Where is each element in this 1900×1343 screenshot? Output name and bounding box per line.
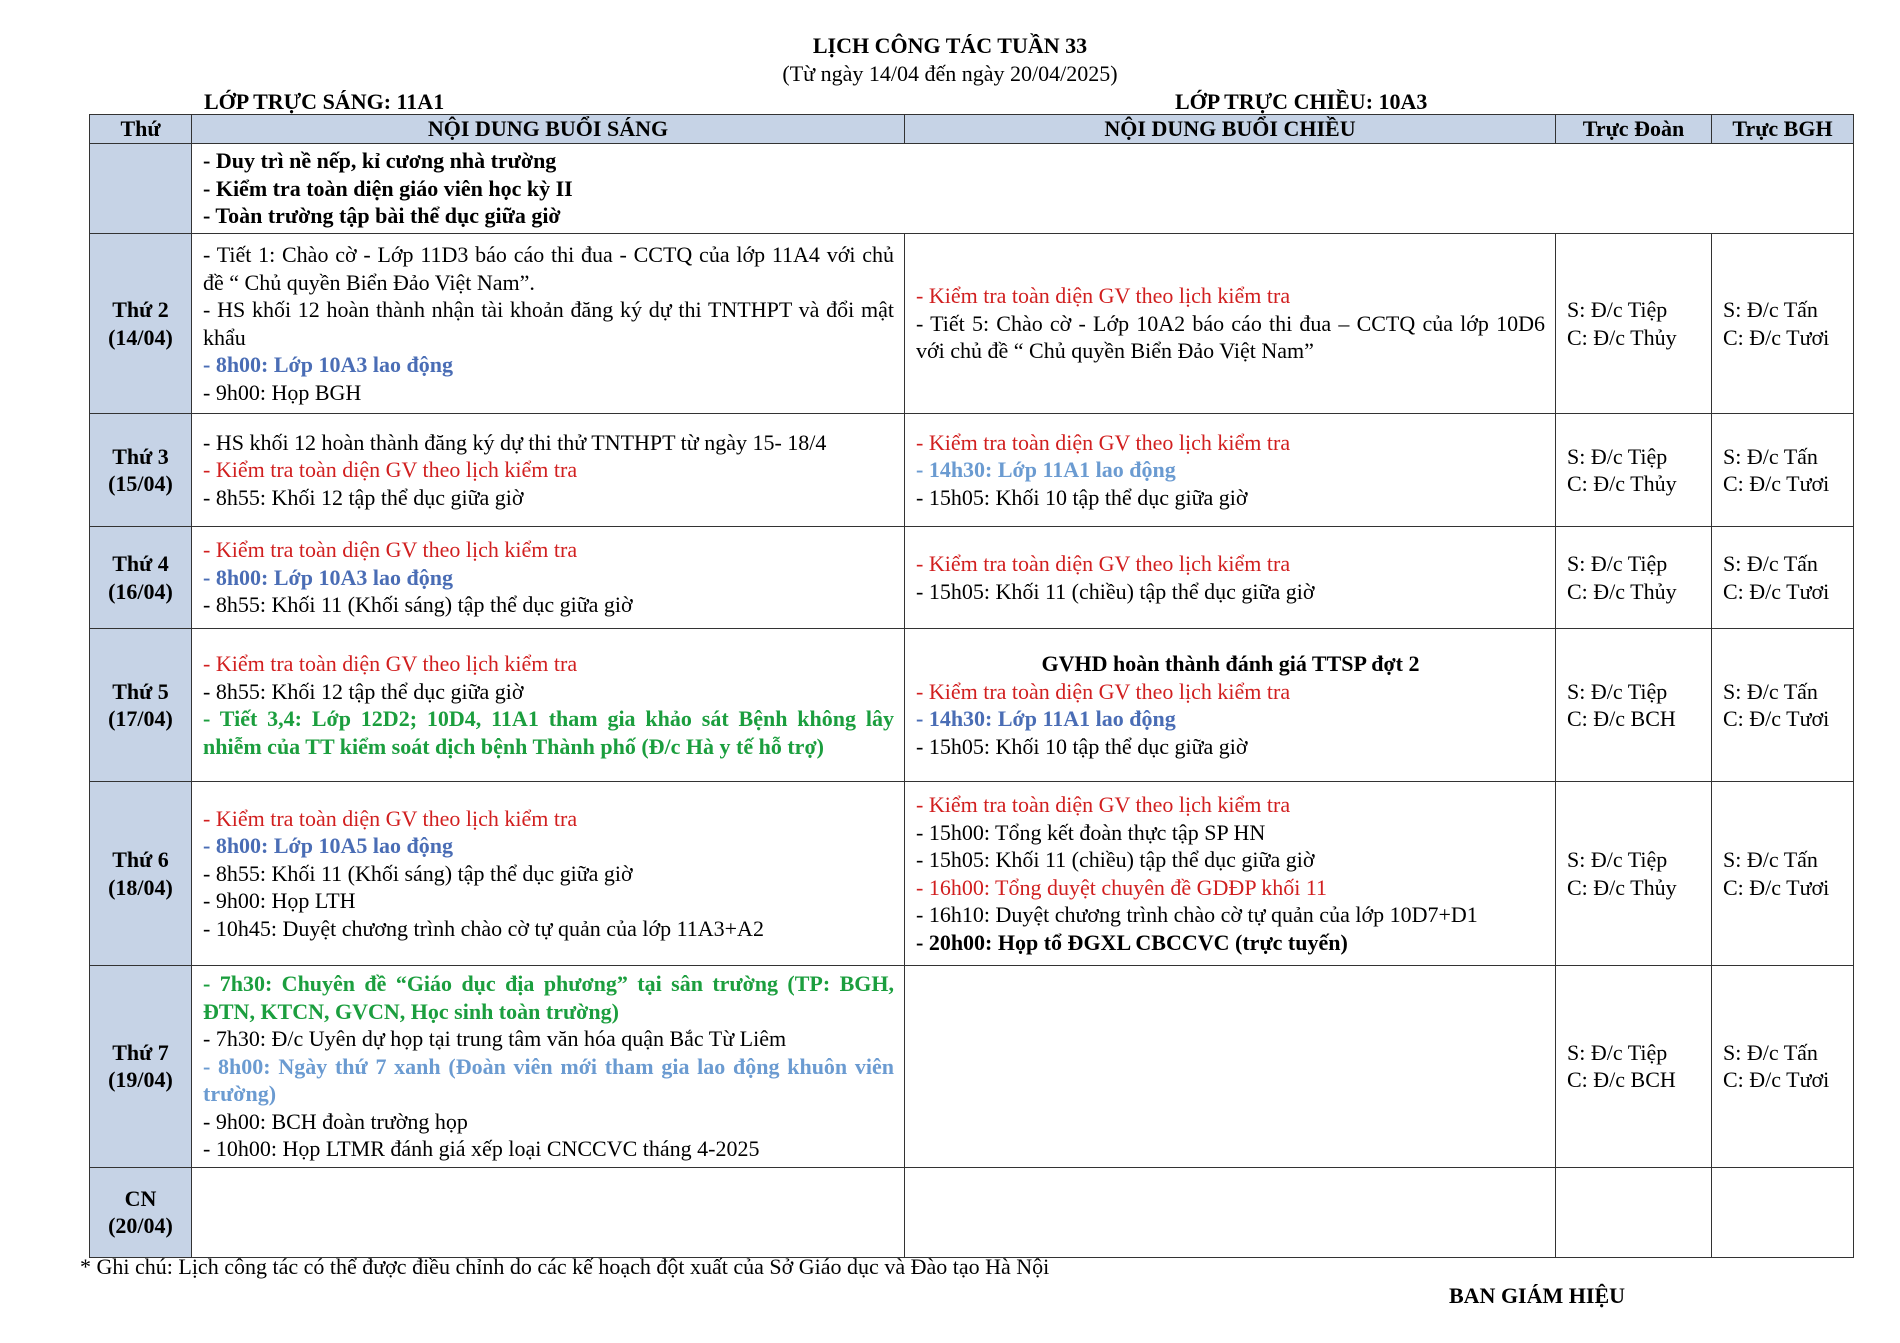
- afternoon-content: [905, 527, 1556, 629]
- day-cell: [90, 234, 192, 414]
- day-name: CN: [124, 1185, 157, 1211]
- day-name: Thứ 7: [112, 1039, 169, 1065]
- afternoon-content: [905, 234, 1556, 414]
- board-duty-name: S: Đ/c Tấn: [1723, 1039, 1818, 1065]
- day-date: (16/04): [108, 578, 173, 604]
- day-row: [90, 234, 1854, 414]
- morning-item: - 10h45: Duyệt chương trình chào cờ tự quản của lớp 11A3+A2: [203, 915, 764, 941]
- morning-item: - Tiết 3,4: Lớp 12D2; 10D4, 11A1 tham gia khảo sát Bệnh không lây nhiễm của TT kiểm soát dịch bệnh Thành phố (Đ/c Hà y tế hỗ trợ): [203, 706, 894, 759]
- union-duty-name: S: Đ/c Tiệp: [1567, 551, 1668, 576]
- board-duty-cell: [1712, 1167, 1854, 1257]
- board-duty-name: C: Đ/c Tươi: [1723, 874, 1830, 900]
- morning-item: - 9h00: Họp LTH: [203, 888, 356, 914]
- date-range: (Từ ngày 14/04 đến ngày 20/04/2025): [782, 61, 1118, 86]
- day-row: [90, 1167, 1854, 1257]
- board-duty-cell: [1712, 629, 1854, 782]
- morning-item: - 8h00: Lớp 10A3 lao động: [203, 564, 453, 590]
- union-duty-cell: [1556, 414, 1712, 527]
- day-name: Thứ 4: [112, 551, 169, 576]
- morning-content: [192, 629, 905, 782]
- afternoon-item: - Kiểm tra toàn diện GV theo lịch kiểm tra: [916, 678, 1291, 704]
- day-name: Thứ 2: [112, 297, 169, 322]
- afternoon-content: [905, 966, 1556, 1168]
- day-date: (18/04): [108, 874, 173, 900]
- header-row: [90, 115, 1854, 144]
- afternoon-item: - 15h00: Tổng kết đoàn thực tập SP HN: [916, 819, 1266, 845]
- board-duty-cell: [1712, 527, 1854, 629]
- morning-item: - 9h00: BCH đoàn trường họp: [203, 1108, 468, 1134]
- morning-content: [192, 527, 905, 629]
- afternoon-item: - Kiểm tra toàn diện GV theo lịch kiểm tra: [916, 792, 1291, 817]
- day-cell: [90, 414, 192, 527]
- morning-item: - 8h00: Lớp 10A3 lao động: [203, 352, 453, 377]
- board-duty-cell: [1712, 782, 1854, 966]
- union-duty-cell: [1556, 629, 1712, 782]
- union-duty-name: C: Đ/c Thủy: [1567, 324, 1677, 350]
- schedule-table: [89, 114, 1854, 1258]
- morning-item: - 10h00: Họp LTMR đánh giá xếp loại CNCCVC tháng 4-2025: [203, 1136, 760, 1161]
- morning-item: - 8h55: Khối 11 (Khối sáng) tập thể dục giữa giờ: [203, 592, 633, 618]
- general-day-cell: [90, 144, 192, 234]
- board-duty-name: S: Đ/c Tấn: [1723, 678, 1818, 704]
- union-duty-cell: [1556, 782, 1712, 966]
- day-row: [90, 782, 1854, 966]
- board-duty-name: C: Đ/c Tươi: [1723, 1067, 1830, 1093]
- morning-item: - 8h00: Ngày thứ 7 xanh (Đoàn viên mới tham gia lao động khuôn viên trường): [203, 1053, 894, 1106]
- morning-item: - 8h00: Lớp 10A5 lao động: [203, 833, 453, 859]
- afternoon-item: - 15h05: Khối 11 (chiều) tập thể dục giữa giờ: [916, 847, 1315, 872]
- union-duty-name: C: Đ/c Thủy: [1567, 471, 1677, 496]
- morning-content: [192, 414, 905, 527]
- afternoon-item: GVHD hoàn thành đánh giá TTSP đợt 2: [1041, 651, 1420, 676]
- afternoon-item: - 15h05: Khối 10 tập thể dục giữa giờ: [916, 733, 1248, 759]
- board-duty-name: S: Đ/c Tấn: [1723, 297, 1818, 322]
- general-row: [90, 144, 1854, 234]
- afternoon-item: - Kiểm tra toàn diện GV theo lịch kiểm tra: [916, 429, 1291, 455]
- day-row: [90, 966, 1854, 1168]
- union-duty-cell: [1556, 966, 1712, 1168]
- morning-item: - Kiểm tra toàn diện GV theo lịch kiểm tra: [203, 457, 578, 483]
- board-duty-name: S: Đ/c Tấn: [1723, 551, 1818, 576]
- afternoon-content: [905, 1167, 1556, 1257]
- day-row: [90, 527, 1854, 629]
- board-duty-name: C: Đ/c Tươi: [1723, 578, 1830, 604]
- header-afternoon: NỘI DUNG BUỔI CHIỀU: [905, 115, 1556, 144]
- board-duty-cell: [1712, 414, 1854, 527]
- day-name: Thứ 5: [112, 678, 169, 704]
- general-line: - Toàn trường tập bài thể dục giữa giờ: [203, 203, 561, 229]
- day-row: [90, 414, 1854, 527]
- board-duty-cell: [1712, 966, 1854, 1168]
- day-cell: [90, 629, 192, 782]
- morning-item: - Kiểm tra toàn diện GV theo lịch kiểm tra: [203, 805, 578, 831]
- header-union-duty: Trực Đoàn: [1556, 115, 1712, 144]
- afternoon-content: [905, 629, 1556, 782]
- afternoon-duty-class: LỚP TRỰC CHIỀU: 10A3: [1175, 89, 1428, 114]
- union-duty-name: S: Đ/c Tiệp: [1567, 443, 1668, 469]
- board-duty-name: S: Đ/c Tấn: [1723, 443, 1818, 469]
- day-name: Thứ 3: [112, 443, 169, 469]
- afternoon-content: [905, 414, 1556, 527]
- afternoon-item: - 14h30: Lớp 11A1 lao động: [916, 457, 1176, 483]
- morning-item: - HS khối 12 hoàn thành nhận tài khoản đăng ký dự thi TNTHPT và đổi mật khẩu: [203, 297, 894, 350]
- board-duty-name: C: Đ/c Tươi: [1723, 471, 1830, 496]
- afternoon-content: [905, 782, 1556, 966]
- morning-item: - 8h55: Khối 12 tập thể dục giữa giờ: [203, 484, 524, 510]
- afternoon-item: - 15h05: Khối 10 tập thể dục giữa giờ: [916, 484, 1248, 510]
- morning-item: - 7h30: Chuyên đề “Giáo dục địa phương” tại sân trường (TP: BGH, ĐTN, KTCN, GVCN, Học sinh toàn trường): [203, 971, 894, 1024]
- morning-item: - Kiểm tra toàn diện GV theo lịch kiểm tra: [203, 537, 578, 563]
- morning-item: - HS khối 12 hoàn thành đăng ký dự thi thử TNTHPT từ ngày 15- 18/4: [203, 429, 827, 455]
- morning-duty-class: LỚP TRỰC SÁNG: 11A1: [204, 89, 445, 114]
- day-cell: [90, 782, 192, 966]
- general-notes: [192, 144, 1854, 234]
- day-row: [90, 629, 1854, 782]
- morning-content: [192, 966, 905, 1168]
- morning-item: - 9h00: Họp BGH: [203, 379, 362, 405]
- morning-item: - 8h55: Khối 11 (Khối sáng) tập thể dục giữa giờ: [203, 860, 633, 886]
- morning-content: [192, 234, 905, 414]
- day-cell: [90, 1167, 192, 1257]
- day-date: (19/04): [108, 1067, 173, 1093]
- day-date: (17/04): [108, 706, 173, 731]
- afternoon-item: - Kiểm tra toàn diện GV theo lịch kiểm tra: [916, 551, 1291, 576]
- union-duty-name: S: Đ/c Tiệp: [1567, 847, 1668, 872]
- morning-item: - 7h30: Đ/c Uyên dự họp tại trung tâm văn hóa quận Bắc Từ Liêm: [203, 1026, 787, 1051]
- union-duty-name: S: Đ/c Tiệp: [1567, 297, 1668, 322]
- day-date: (20/04): [108, 1213, 173, 1238]
- union-duty-cell: [1556, 527, 1712, 629]
- board-duty-name: C: Đ/c Tươi: [1723, 706, 1830, 731]
- header-morning: NỘI DUNG BUỔI SÁNG: [192, 115, 905, 144]
- afternoon-item: - Tiết 5: Chào cờ - Lớp 10A2 báo cáo thi đua – CCTQ của lớp 10D6 với chủ đề “ Chủ quyền Biển Đảo Việt Nam”: [916, 310, 1545, 364]
- morning-content: [192, 1167, 905, 1257]
- union-duty-name: C: Đ/c BCH: [1567, 706, 1676, 731]
- union-duty-cell: [1556, 234, 1712, 414]
- general-line: - Kiểm tra toàn diện giáo viên học kỳ II: [203, 175, 573, 201]
- day-date: (15/04): [108, 471, 173, 496]
- day-date: (14/04): [108, 324, 173, 350]
- union-duty-name: C: Đ/c Thủy: [1567, 578, 1677, 604]
- morning-content: [192, 782, 905, 966]
- afternoon-item: - 16h10: Duyệt chương trình chào cờ tự quản của lớp 10D7+D1: [916, 902, 1478, 927]
- day-cell: [90, 527, 192, 629]
- union-duty-cell: [1556, 1167, 1712, 1257]
- board-duty-cell: [1712, 234, 1854, 414]
- board-duty-name: S: Đ/c Tấn: [1723, 847, 1818, 872]
- board-duty-name: C: Đ/c Tươi: [1723, 324, 1830, 350]
- afternoon-item: - 16h00: Tổng duyệt chuyên đề GDĐP khối 11: [916, 874, 1328, 900]
- page-title: LỊCH CÔNG TÁC TUẦN 33: [812, 33, 1088, 58]
- union-duty-name: C: Đ/c BCH: [1567, 1067, 1676, 1093]
- day-cell: [90, 966, 192, 1168]
- afternoon-item: - 20h00: Họp tổ ĐGXL CBCCVC (trực tuyến): [916, 929, 1348, 955]
- union-duty-name: C: Đ/c Thủy: [1567, 874, 1677, 900]
- header-board-duty: Trực BGH: [1712, 115, 1854, 144]
- union-duty-name: S: Đ/c Tiệp: [1567, 678, 1668, 704]
- union-duty-name: S: Đ/c Tiệp: [1567, 1039, 1668, 1065]
- afternoon-item: - 14h30: Lớp 11A1 lao động: [916, 706, 1176, 731]
- morning-item: - Kiểm tra toàn diện GV theo lịch kiểm tra: [203, 651, 578, 676]
- morning-item: - Tiết 1: Chào cờ - Lớp 11D3 báo cáo thi đua - CCTQ của lớp 11A4 với chủ đề “ Chủ quyền Biển Đảo Việt Nam”.: [203, 242, 894, 295]
- footnote: * Ghi chú: Lịch công tác có thể được điều chỉnh do các kế hoạch đột xuất của Sở Giáo dục và Đào tạo Hà Nội: [80, 1254, 1050, 1279]
- afternoon-item: - 15h05: Khối 11 (chiều) tập thể dục giữa giờ: [916, 578, 1315, 604]
- morning-item: - 8h55: Khối 12 tập thể dục giữa giờ: [203, 678, 524, 704]
- general-line: - Duy trì nề nếp, kỉ cương nhà trường: [203, 148, 557, 174]
- signature-label: BAN GIÁM HIỆU: [1449, 1283, 1626, 1308]
- header-day: Thứ: [90, 115, 192, 144]
- afternoon-item: - Kiểm tra toàn diện GV theo lịch kiểm tra: [916, 283, 1291, 309]
- day-name: Thứ 6: [112, 847, 169, 872]
